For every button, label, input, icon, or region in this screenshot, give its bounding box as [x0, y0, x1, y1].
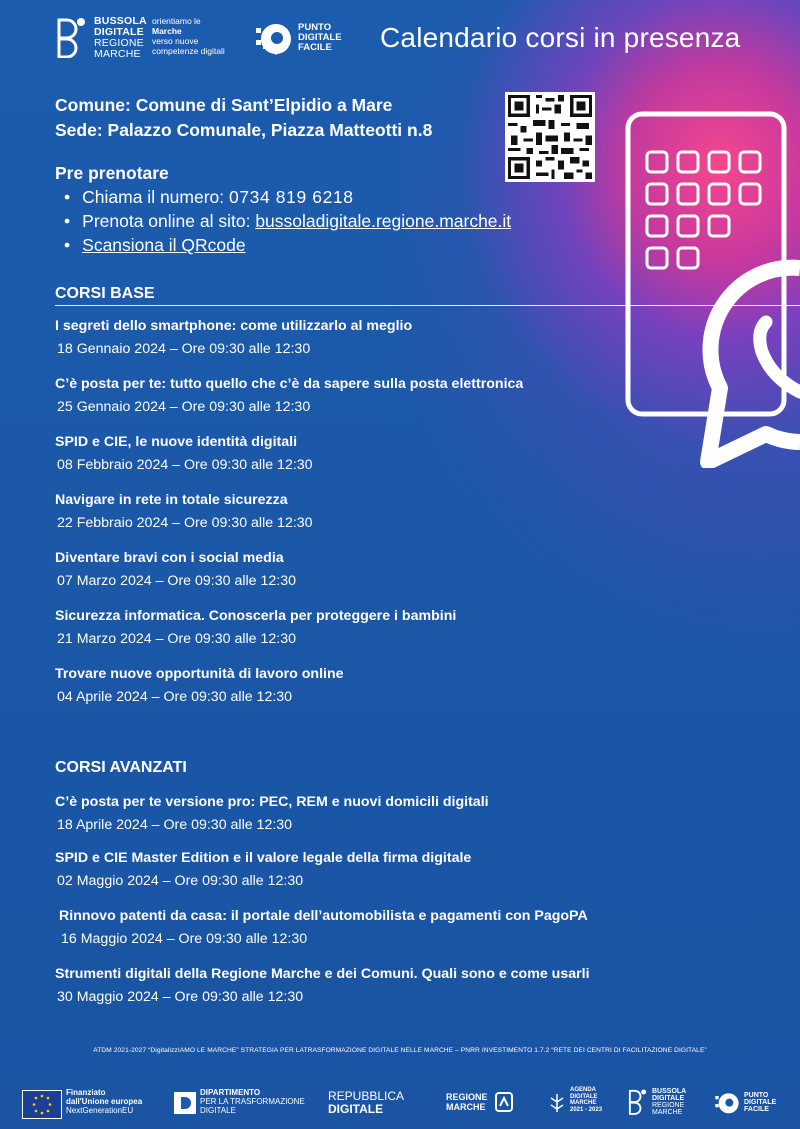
course-item	[59, 907, 759, 948]
course-date: 22 Febbraio 2024 – Ore 09:30 alle 12:30	[57, 515, 313, 531]
course-date: 07 Marzo 2024 – Ore 09:30 alle 12:30	[57, 573, 296, 589]
pdf-line-3: FACILE	[298, 42, 332, 53]
course-date: 18 Gennaio 2024 – Ore 09:30 alle 12:30	[57, 341, 311, 357]
eu-funding-logo	[66, 1088, 142, 1115]
course-item	[55, 375, 755, 416]
page-title: Calendario corsi in presenza	[380, 22, 741, 53]
course-title: Sicurezza informatica. Conoscerla per proteggere i bambini	[55, 608, 457, 624]
agenda-line-1: AGENDA	[570, 1087, 597, 1093]
course-item	[55, 491, 755, 532]
course-title: C’è posta per te versione pro: PEC, REM e nuovi domicili digitali	[55, 794, 489, 810]
course-item	[55, 793, 755, 834]
bussola-digitale-footer-icon	[628, 1088, 648, 1116]
course-date: 30 Maggio 2024 – Ore 09:30 alle 12:30	[57, 989, 304, 1005]
course-item	[55, 665, 755, 706]
bussola-line-4: MARCHE	[94, 48, 141, 60]
course-title: SPID e CIE, le nuove identità digitali	[55, 434, 298, 450]
booking-qr	[64, 233, 511, 257]
corsi-base-title: CORSI BASE	[55, 285, 155, 302]
dip-line-3: DIGITALE	[200, 1106, 236, 1115]
punto-digitale-facile-logo-icon	[254, 22, 296, 58]
dipartimento-logo	[200, 1088, 305, 1115]
course-date: 08 Febbraio 2024 – Ore 09:30 alle 12:30	[57, 457, 313, 473]
course-item	[55, 965, 755, 1006]
bussola-line-1: BUSSOLA	[94, 15, 147, 27]
course-title: Trovare nuove opportunità di lavoro online	[55, 666, 344, 682]
fbussola-line-2: DIGITALE	[652, 1095, 685, 1102]
bussola-digitale-footer-logo	[652, 1088, 686, 1116]
claim-line-4: competenze digitali	[152, 46, 225, 56]
fbussola-line-3: REGIONE	[652, 1102, 685, 1109]
claim-line-3: verso nuove	[152, 36, 199, 46]
partner-logos	[0, 1078, 800, 1126]
fpdf-line-3: FACILE	[744, 1106, 769, 1113]
eu-line-1: Finanziato	[66, 1088, 106, 1097]
course-item	[55, 549, 755, 590]
claim-line-2: Marche	[152, 26, 182, 36]
agenda-line-4: 2021 - 2023	[570, 1106, 603, 1113]
fbussola-line-4: MARCHE	[652, 1109, 683, 1116]
website-link[interactable]: bussoladigitale.regione.marche.it	[255, 211, 512, 231]
prenotare-title: Pre prenotare	[55, 163, 169, 183]
course-date: 25 Gennaio 2024 – Ore 09:30 alle 12:30	[57, 399, 311, 415]
course-title: SPID e CIE Master Edition e il valore legale della firma digitale	[55, 850, 472, 866]
course-title: Rinnovo patenti da casa: il portale dell’automobilista e pagamenti con PagoPA	[59, 908, 588, 924]
regione-line-2: MARCHE	[446, 1102, 486, 1112]
course-date: 18 Aprile 2024 – Ore 09:30 alle 12:30	[57, 817, 293, 833]
regione-marche-logo	[446, 1092, 488, 1112]
bussola-digitale-logo-icon	[56, 18, 88, 58]
course-title: Diventare bravi con i social media	[55, 550, 284, 566]
agenda-line-3: MARCHE	[570, 1100, 597, 1106]
booking-online	[64, 209, 511, 233]
bussola-digitale-wordmark	[94, 16, 147, 60]
comune-line: Comune: Comune di Sant’Elpidio a Mare	[55, 95, 393, 115]
bussola-line-2: DIGITALE	[94, 26, 144, 38]
phone-number-link[interactable]: 0734 819 6218	[229, 187, 354, 207]
course-date: 02 Maggio 2024 – Ore 09:30 alle 12:30	[57, 873, 304, 889]
claim-line-1: orientiamo le	[152, 16, 201, 26]
header	[0, 10, 800, 70]
course-item	[55, 607, 755, 648]
corsi-avanzati-title: CORSI AVANZATI	[55, 759, 187, 776]
course-title: I segreti dello smartphone: come utilizzarlo al meglio	[55, 318, 413, 334]
fbussola-line-1: BUSSOLA	[652, 1088, 687, 1095]
dip-line-1: DIPARTIMENTO	[200, 1088, 261, 1097]
regione-marche-emblem-icon	[495, 1092, 513, 1112]
agenda-line-2: DIGITALE	[570, 1093, 598, 1100]
fpdf-line-1: PUNTO	[744, 1092, 769, 1099]
fpdf-line-2: DIGITALE	[744, 1099, 777, 1106]
call-label: Chiama il numero:	[82, 187, 230, 207]
course-title: Navigare in rete in totale sicurezza	[55, 492, 288, 508]
pdf-line-1: PUNTO	[298, 22, 332, 33]
bussola-claim	[152, 16, 225, 56]
regione-line-1: REGIONE	[446, 1092, 488, 1102]
booking-options	[64, 185, 511, 257]
course-date: 04 Aprile 2024 – Ore 09:30 alle 12:30	[57, 689, 293, 705]
sede-line: Sede: Palazzo Comunale, Piazza Matteotti n.8	[55, 120, 433, 140]
eu-flag-icon	[22, 1090, 62, 1119]
repubblica-digitale-logo	[328, 1090, 404, 1116]
course-item	[55, 317, 755, 358]
location-info	[55, 93, 432, 143]
agenda-digitale-icon	[548, 1092, 566, 1114]
online-label: Prenota online al sito:	[82, 211, 256, 231]
punto-digitale-facile-footer-logo	[744, 1092, 776, 1113]
course-title: Strumenti digitali della Regione Marche e dei Comuni. Quali sono e come usarli	[55, 966, 590, 982]
course-item	[55, 849, 755, 890]
eu-line-3: NextGenerationEU	[66, 1106, 134, 1115]
repubblica-line-2: DIGITALE	[328, 1102, 384, 1116]
course-item	[55, 433, 755, 474]
course-date: 21 Marzo 2024 – Ore 09:30 alle 12:30	[57, 631, 296, 647]
agenda-digitale-logo	[570, 1087, 602, 1113]
qr-code-link[interactable]: Scansiona il QRcode	[82, 235, 246, 255]
dip-line-2: PER LA TRASFORMAZIONE	[200, 1097, 305, 1106]
course-title: C’è posta per te: tutto quello che c’è da sapere sulla posta elettronica	[55, 376, 524, 392]
qr-code-icon[interactable]	[505, 92, 595, 182]
funding-note: ATDM 2021-2027 “DigitalizzIAMO LE MARCHE” STRATEGIA PER LATRASFORMAZIONE DIGITALE NELLE MARCHE – PNRR INVESTIMENTO 1.7.2 “RETE DEI CENTRI DI FACILITAZIONE DIGITALE”	[93, 1047, 707, 1054]
pdf-line-2: DIGITALE	[298, 32, 342, 43]
eu-line-2: dall'Unione europea	[66, 1097, 143, 1106]
repubblica-line-1: REPUBBLICA	[328, 1089, 405, 1103]
punto-digitale-facile-wordmark	[298, 23, 342, 53]
booking-call	[64, 185, 511, 209]
bussola-line-3: REGIONE	[94, 37, 144, 49]
course-date: 16 Maggio 2024 – Ore 09:30 alle 12:30	[61, 931, 308, 947]
dipartimento-logo-icon	[174, 1092, 196, 1114]
punto-digitale-facile-footer-icon	[714, 1092, 742, 1116]
section-divider	[55, 305, 800, 306]
